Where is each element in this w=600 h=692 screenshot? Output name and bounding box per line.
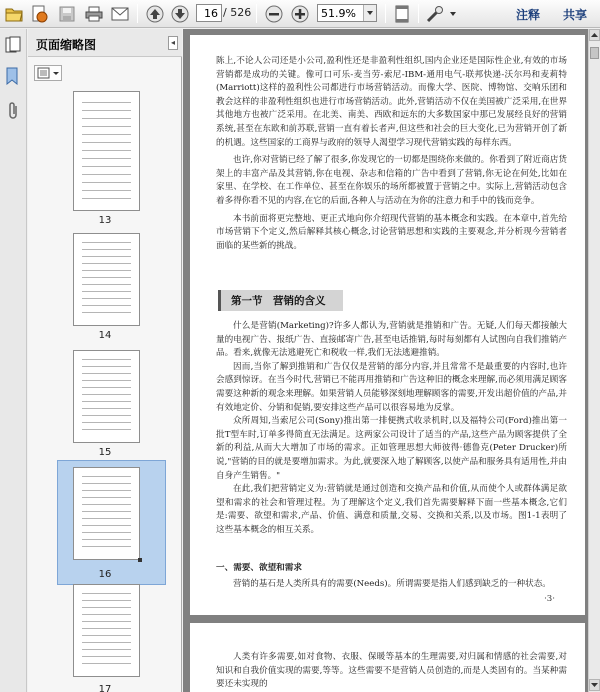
toolbar-separator xyxy=(385,4,386,23)
page-total-label: / 526 xyxy=(223,6,252,19)
page-thumbnail[interactable] xyxy=(73,350,140,443)
zoom-in-icon[interactable] xyxy=(289,3,311,24)
paragraph: 人类有许多需要,如对食物、衣服、保暖等基本的生理需要,对归属和情感的社会需要,对知识和自我价值实现的需要,等等。这些需要不是营销人员创造的,而是人类固有的。当某种需要还未实现的 xyxy=(216,652,567,690)
panel-title: 页面缩略图 xyxy=(36,38,97,52)
email-icon[interactable] xyxy=(109,3,131,24)
vertical-scrollbar[interactable] xyxy=(588,29,600,692)
resize-handle[interactable] xyxy=(138,558,142,562)
toolbar-separator xyxy=(137,4,138,23)
page-body-top xyxy=(216,651,567,692)
create-pdf-icon[interactable] xyxy=(28,3,50,24)
share-button[interactable]: 共享 xyxy=(563,8,588,22)
page-thumbnails-panel xyxy=(28,29,182,692)
page-thumbnails-icon[interactable] xyxy=(5,36,21,57)
print-icon[interactable] xyxy=(83,3,105,24)
document-view[interactable] xyxy=(183,29,588,692)
attachments-icon[interactable] xyxy=(6,101,20,124)
options-menu-button[interactable] xyxy=(34,65,62,81)
main-toolbar xyxy=(0,0,600,28)
page-thumbnail[interactable] xyxy=(73,91,140,211)
page-body-bottom xyxy=(216,320,567,538)
section-heading-box xyxy=(218,290,343,311)
zoom-out-icon[interactable] xyxy=(263,3,285,24)
paragraph: 因而,当你了解到推销和广告仅仅是营销的部分内容,并且常常不是最重要的内容时,也许会感到惊讶。在当今时代,营销已不能再用推销和广告这种旧的概念来理解,而必须用满足顾客需要这种新的观念来理解。如果营销人员能够深刻地理解顾客的需要,开发出超价值的产品,并有效地定价、分销和促销,要安排这些产品可以很容易地为反掌。 xyxy=(216,361,567,413)
page-thumbnail[interactable] xyxy=(73,233,140,326)
scroll-down-icon[interactable] xyxy=(589,679,600,691)
paragraph: 营销的基石是人类所具有的需要(Needs)。所谓需要是指人们感到缺乏的一种状态。 xyxy=(233,579,551,589)
thumbnail-label: 15 xyxy=(98,447,112,458)
paragraph: 陈上,不论人公司还是小公司,盈利性还是非盈利性组织,国内企业还是国际性企业,有效的市场营销都是成功的关键。像可口可乐-麦当劳-索尼-IBM-通用电气-联邦快递-沃尔玛和麦莉特(Marriott)这样的盈利性公司都进行市场营销活动。而像大学、医院、博物馆、交响乐团和教会这样的非盈利性组织也进行市场营销活动。此外,营销活动不仅在美国被广泛采用,在世界其他地方也被广泛采用。在北美、南美、西欧和远东的大多数国家中那已发展经良好的营销系统,甚至在东欧和前苏联,营销一直有着长者声,但这些和社会的巨大变化,已为营销开创了新的机遇。这些国家的工商界与政府的领导人渴望学习现代营销实践的每样东西。 xyxy=(216,56,567,148)
zoom-value: 51.9% xyxy=(321,7,356,20)
paragraph: 什么是营销(Marketing)?许多人都认为,营销就是推销和广告。无疑,人们每天都接触大量的电视广告、报纸广告、直接邮寄广告,甚至电话推销,每时每刻都有人试图向自我们推销产品。看来,就像无法逃避死亡和税收一样,我们无法逃避推销。 xyxy=(216,321,567,359)
page-number: ·3· xyxy=(544,594,555,604)
document-page xyxy=(190,623,585,692)
save-icon[interactable] xyxy=(56,3,78,24)
chevron-down-icon[interactable] xyxy=(446,3,460,24)
panel-header xyxy=(28,29,182,57)
scroll-up-icon[interactable] xyxy=(589,29,600,41)
paragraph: 众所周知,当索尼公司(Sony)推出第一排便携式收录机时,以及福特公司(Ford)推出第一批T型车时,订单多得简直无法满足。这两家公司设计了适当的产品,这些产品为顾客提供了全新的利益,从而大大增加了市场的需求。正如管理思想大师彼得·德鲁克(Peter Drucker)所说,"营销的目的就是要增加需求。为此,就要深入地了解顾客,以使产品和服务具有适用性,并由自身产生销售。" xyxy=(216,416,567,481)
collapse-panel-button[interactable]: ◂ xyxy=(168,36,178,50)
bookmarks-icon[interactable] xyxy=(5,67,19,88)
toolbar-separator xyxy=(256,4,257,23)
thumbnail-label: 17 xyxy=(98,684,112,692)
thumbnail-label: 16 xyxy=(98,569,112,580)
thumbnail-list xyxy=(28,87,182,692)
paragraph: 本书前面将更完整地、更正式地向你介绍现代营销的基本概念和实践。在本章中,首先给市场营销下个定义,然后解释其核心概念,讨论营销思想和实践的主要观念,并分析现今营销者面临的某些新的挑战。 xyxy=(216,213,567,251)
thumbnail-label: 13 xyxy=(98,215,112,226)
open-folder-icon[interactable] xyxy=(3,3,25,24)
comment-button[interactable]: 注释 xyxy=(516,8,541,22)
toolbar-separator xyxy=(418,4,419,23)
page-number-input[interactable] xyxy=(196,4,222,22)
scrollbar-thumb[interactable] xyxy=(590,47,599,59)
navigation-pane-strip xyxy=(0,29,27,692)
page-body-last xyxy=(216,578,567,592)
next-page-icon[interactable] xyxy=(169,3,191,24)
paragraph: 也许,你对营销已经了解了很多,你发现它的一切都是围绕你来做的。你看到了附近商店货架上的丰富产品及其营销,你在电视、杂志和信箱的广告中看到了营销,你无论在何处,比如在家里、在学校、在工作单位、甚至在你娱乐的场所都被置于营销之中。实际上,营销活动包含着多得你看不见的内容,在它的后面,各种人与活动在为你的注意力和手中的钱而竞争。 xyxy=(216,155,567,206)
page-thumbnail-current[interactable] xyxy=(73,467,140,560)
previous-page-icon[interactable] xyxy=(144,3,166,24)
section-heading: 第一节 营销的含义 xyxy=(231,295,326,307)
paragraph: 在此,我们把营销定义为:营销就是通过创造和交换产品和价值,从而使个人或群体满足欲望和需求的社会和管理过程。为了理解这个定义,我们首先需要解释下面一些基本概念,它们是:需要、欲望和需求,产品、价值、满意和质量,交易、交换和关系,以及市场。图1-1表明了这些基本概念的相互关系。 xyxy=(216,484,567,535)
chevron-down-icon[interactable] xyxy=(363,5,376,21)
page-thumbnail[interactable] xyxy=(73,584,140,677)
document-page xyxy=(190,35,585,615)
fit-page-icon[interactable] xyxy=(391,3,413,24)
thumbnail-label: 14 xyxy=(98,330,112,341)
zoom-select[interactable] xyxy=(317,4,377,22)
tools-icon[interactable] xyxy=(425,3,445,24)
subsection-heading: 一、需要、欲望和需求 xyxy=(216,563,302,573)
page-body-top xyxy=(216,55,567,253)
